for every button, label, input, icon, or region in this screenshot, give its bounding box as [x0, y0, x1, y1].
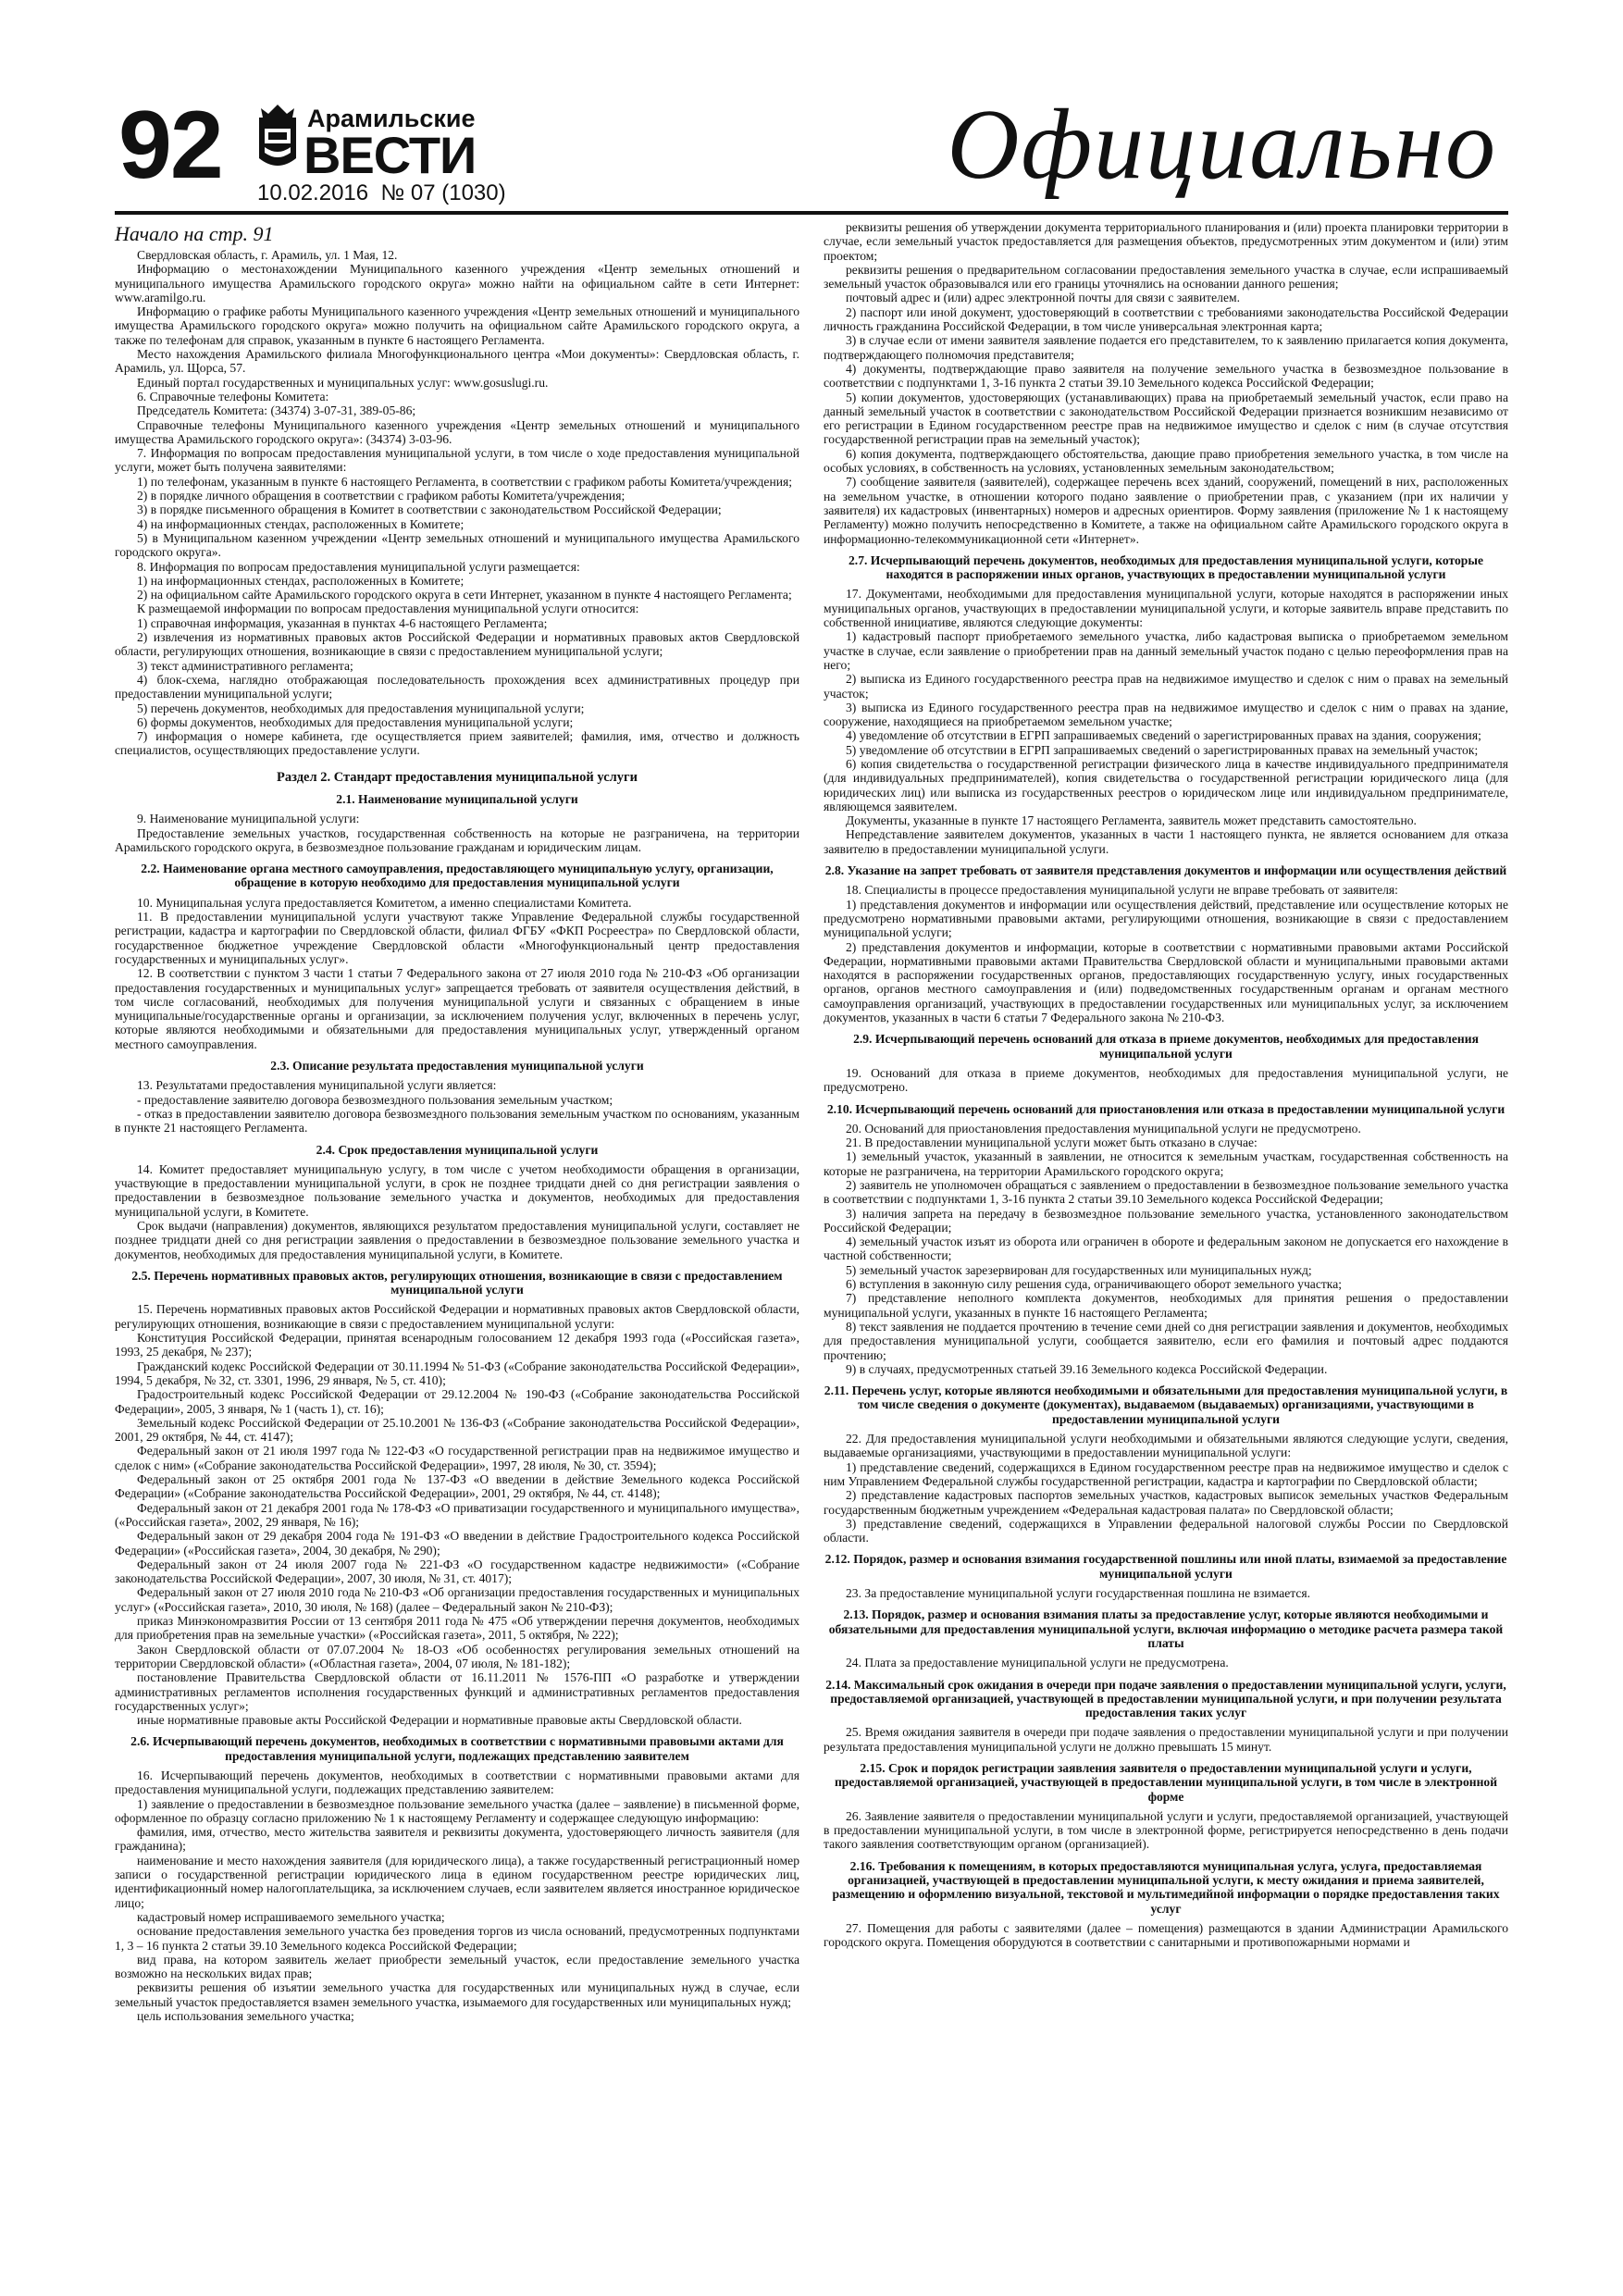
paragraph: вид права, на котором заявитель желает приобрести земельный участок, если предоставление земельного участка возможно на нескольких видах прав; — [115, 1952, 799, 1981]
paragraph: 6) вступления в законную силу решения суда, ограничивающего оборот земельного участка; — [846, 1277, 1343, 1292]
paragraph: кадастровый номер испрашиваемого земельного участка; — [137, 1909, 445, 1924]
paragraph: 7. Информация по вопросам предоставления муниципальной услуги, в том числе о ходе предоставления муниципальной услуги, может быть получена заявителями: — [115, 446, 799, 475]
subsection-heading: 2.10. Исчерпывающий перечень оснований для приостановления или отказа в предоставлении муниципальной услуги — [826, 1101, 1505, 1116]
paragraph: Информацию о графике работы Муниципального казенного учреждения «Центр земельных отношений и муниципального имущества Арамильского городского округа» можно получить на официальном сайте Арамильского городского округа, а также по телефонам для справок, указанным в пункте 6 настоящего Регламента. — [115, 304, 799, 347]
paragraph: постановление Правительства Свердловской области от 16.11.2011 № 1576-ПП «О разработке и утверждении административных регламентов исполнения государственных функций и административных регламентов предоставления государственных услуг»; — [115, 1670, 799, 1713]
paragraph: 6. Справочные телефоны Комитета: — [137, 389, 329, 403]
paragraph: 5) в Муниципальном казенном учреждении «Центр земельных отношений и муниципального имущества Арамильского городского округа». — [115, 530, 799, 560]
paragraph: Градостроительный кодекс Российской Федерации от 29.12.2004 № 190-ФЗ («Собрание законодательства Российской Федерации», 2005, 3 января, № 1 (часть 1), ст. 16); — [115, 1387, 799, 1416]
subsection-heading: 2.13. Порядок, размер и основания взимания платы за предоставление услуг, которые являются необходимыми и обязательными для предоставления муниципальной услуги, включая информацию о методике расчета размера такой платы — [828, 1607, 1504, 1650]
right-column — [824, 220, 1508, 1950]
paragraph: 2) паспорт или иной документ, удостоверяющий в соответствии с требованиями законодательства Российской Федерации личность гражданина Российской Федерации, в том числе универсальная электронная карта; — [824, 304, 1508, 334]
paragraph: 22. Для предоставления муниципальной услуги необходимыми и обязательными являются следующие услуги, сведения, выдаваемые организациями, участвующими в предоставлении муниципальной услуги: — [824, 1432, 1508, 1460]
paragraph: - предоставление заявителю договора безвозмездного пользования земельным участком; — [137, 1092, 613, 1107]
paragraph: 1) земельный участок, указанный в заявлении, не относится к земельным участкам, государственная собственность на которые не разграничена, на территории Арамильского городского округа; — [824, 1149, 1508, 1178]
paragraph: Место нахождения Арамильского филиала Многофункционального центра «Мои документы»: Свердловская область, г. Арамиль, ул. Щорса, 57. — [115, 347, 799, 376]
paragraph: 19. Оснований для отказа в приеме документов, необходимых для предоставления муниципальной услуги, не предусмотрено. — [824, 1065, 1508, 1095]
paragraph: 2) заявитель не уполномочен обращаться с заявлением о предоставлении в безвозмездное пользование земельного участка в соответствии с подпунктами 1, 3-16 пункта 2 статьи 39.10 Земельного кодекса Российской Федерации; — [824, 1178, 1508, 1207]
paragraph: 11. В предоставлении муниципальной услуги участвуют также Управление Федеральной службы государственной регистрации, кадастра и картографии по Свердловской области, филиал ФГБУ «ФКП Росреестра» по Свердловской области, государственное бюджетное учреждение Свердловской области «Многофункциональный центр предоставления государственных и муниципальных услуг». — [115, 910, 799, 966]
subsection-heading: 2.15. Срок и порядок регистрации заявления заявителя о предоставлении муниципальной услуги и услуги, предоставляемой организацией, участвующей в предоставлении муниципальной услуги, в том числе в электронной форме — [834, 1760, 1498, 1804]
paragraph: 25. Время ожидания заявителя в очереди при подаче заявления о предоставлении муниципальной услуги и при получении результата предоставления муниципальной услуги не должно превышать 15 минут. — [824, 1725, 1508, 1754]
paragraph: 6) формы документов, необходимых для предоставления муниципальной услуги; — [137, 714, 574, 729]
paragraph: 2) представление кадастровых паспортов земельных участков, кадастровых выписок земельных участков Федеральным государственным бюджетным учреждением «Федеральная кадастровая палата» по Свердловской области; — [824, 1488, 1508, 1517]
paragraph: 3) в случае если от имени заявителя заявление подается его представителем, то к заявлению прилагается копия документа, подтверждающего полномочия представителя; — [824, 333, 1508, 362]
paragraph: 16. Исчерпывающий перечень документов, необходимых в соответствии с нормативными правовыми актами для предоставления муниципальной услуги, подлежащих представлению заявителем: — [115, 1768, 799, 1797]
paragraph: 8. Информация по вопросам предоставления муниципальной услуги размещается: — [137, 559, 580, 574]
paragraph: 21. В предоставлении муниципальной услуги может быть отказано в случае: — [846, 1136, 1258, 1150]
paragraph: 4) на информационных стендах, расположенных в Комитете; — [137, 516, 465, 531]
newspaper-logo — [255, 101, 533, 193]
paragraph: 5) копии документов, удостоверяющих (устанавливающих) права на приобретаемый земельный участок, если право на данный земельный участок в соответствии с законодательством Российской Федерации признается возникшим независимо от его регистрации в Едином государственном реестре прав на недвижимое имущество и сделок с ним (в случае отсутствия государственной регистрации прав на земельный участок); — [824, 390, 1508, 447]
paragraph: 10. Муниципальная услуга предоставляется Комитетом, а именно специалистами Комитета. — [137, 895, 632, 910]
paragraph: 5) земельный участок зарезервирован для государственных или муниципальных нужд; — [846, 1262, 1312, 1277]
paragraph: - отказ в предоставлении заявителю договора безвозмездного пользования земельным участком по основаниям, указанным в пункте 21 настоящего Регламента. — [115, 1106, 799, 1136]
paragraph: 1) по телефонам, указанным в пункте 6 настоящего Регламента, в соответствии с графиком работы Комитета/учреждения; — [137, 474, 793, 489]
paragraph: Справочные телефоны Муниципального казенного учреждения «Центр земельных отношений и муниципального имущества Арамильского городского округа»: (34374) 3-03-96. — [115, 417, 799, 446]
paragraph: 1) представление сведений, содержащихся в Едином государственном реестре прав на недвижимое имущество и сделок с ним Управлением Федеральной службы государственной регистрации, кадастра и картографии по Свердловской области; — [824, 1459, 1508, 1488]
paragraph: 24. Плата за предоставление муниципальной услуги не предусмотрена. — [846, 1656, 1229, 1670]
left-column — [115, 220, 799, 2023]
paragraph: 1) представления документов и информации или осуществления действий, представление или осуществление которых не предусмотрено нормативными правовыми актами, регулирующими отношения, возникающие в связи с предоставлением муниципальной услуги; — [824, 897, 1508, 940]
section-heading: Раздел 2. Стандарт предоставления муниципальной услуги — [277, 769, 638, 785]
paragraph: 2) выписка из Единого государственного реестра прав на недвижимое имущество и сделок с ним о правах на земельный участок; — [824, 672, 1508, 701]
paragraph: приказ Минэкономразвития России от 13 сентября 2011 года № 475 «Об утверждении перечня документов, необходимых для приобретения прав на земельные участки» («Российская газета», 2011, 5 октября, № 222); — [115, 1614, 799, 1643]
subsection-heading: 2.2. Наименование органа местного самоуправления, предоставляющего муниципальную услугу, организации, обращение в которую необходимо для предоставления муниципальной услуги — [141, 862, 774, 890]
paragraph: 1) справочная информация, указанная в пунктах 4-6 настоящего Регламента; — [137, 615, 548, 630]
paragraph: 20. Оснований для приостановления предоставления муниципальной услуги не предусмотрено. — [846, 1121, 1361, 1136]
issue-number: № 07 (1030) — [380, 180, 506, 205]
paragraph: Закон Свердловской области от 07.07.2004 № 18-ОЗ «Об особенностях регулирования земельных отношений на территории Свердловской области» («Областная газета», 2004, 07 июля, № 181-182); — [115, 1642, 799, 1670]
paragraph: Федеральный закон от 27 июля 2010 года № 210-ФЗ «Об организации предоставления государственных и муниципальных услуг» («Российская газета», 2010, 30 июля, № 168) (далее – Федеральный закон № 210-ФЗ); — [115, 1585, 799, 1614]
subsection-heading: 2.16. Требования к помещениям, в которых предоставляются муниципальная услуга, услуга, предоставляемая организацией, участвующей в предоставлении муниципальной услуги, к месту ожидания и приема заявителей, размещению и оформлению визуальной, текстовой и мультимедийной информации о порядке предоставления таких услуг — [832, 1858, 1500, 1916]
paragraph: 2) представления документов и информации, которые в соответствии с нормативными правовыми актами Российской Федерации, нормативными правовыми актами Правительства Свердловской области и муниципальными правовыми актами находятся в распоряжении государственных органов, предоставляющих государственную услугу, иных государственных органов, органов местного самоуправления и (или) подведомственных государственным органам и органам местного самоуправления организаций, участвующих в предоставлении государственных или муниципальных услуг, за исключением документов, указанных в части 6 статьи 7 Федерального закона № 210-ФЗ. — [824, 939, 1508, 1025]
continuation-note: Начало на стр. 91 — [115, 222, 274, 245]
paragraph: 3) текст административного регламента; — [137, 658, 353, 673]
paragraph: 5) перечень документов, необходимых для предоставления муниципальной услуги; — [137, 701, 585, 715]
logo-line1: Арамильские — [307, 105, 476, 132]
paragraph: 12. В соответствии с пунктом 3 части 1 статьи 7 Федерального закона от 27 июля 2010 года № 210-ФЗ «Об организации предоставления государственных и муниципальных услуг» запрещается требовать от заявителя осуществления действий, в том числе согласований, необходимых для получения муниципальной услуги и связанных с обращением в иные муниципальные/государственные органы и организации, за исключением получения услуг, включенных в перечень услуг, которые являются необходимыми и обязательными для предоставления муниципальных услуг, утвержденный органом местного самоуправления. — [115, 966, 799, 1051]
paragraph: реквизиты решения об утверждении документа территориального планирования и (или) проекта планировки территории в случае, если земельный участок предоставляется для размещения объектов, предусмотренных этим документом и (или) этим проектом; — [824, 220, 1508, 263]
paragraph: 5) уведомление об отсутствии в ЕГРП запрашиваемых сведений о зарегистрированных правах на земельный участок; — [846, 742, 1479, 757]
paragraph: наименование и место нахождения заявителя (для юридического лица), а также государственный регистрационный номер записи о государственной регистрации юридического лица в едином государственном реестре юридических лиц, идентификационный номер налогоплательщика, за исключением случаев, если заявителем является иностранное юридическое лицо; — [115, 1853, 799, 1910]
section-title: Официально — [947, 90, 1497, 200]
paragraph: 1) на информационных стендах, расположенных в Комитете; — [137, 573, 465, 588]
paragraph: Свердловская область, г. Арамиль, ул. 1 Мая, 12. — [137, 248, 398, 262]
paragraph: почтовый адрес и (или) адрес электронной почты для связи с заявителем. — [846, 291, 1240, 305]
paragraph: Единый портал государственных и муниципальных услуг: www.gosuslugi.ru. — [137, 375, 549, 390]
masthead-rule — [115, 211, 1508, 215]
paragraph: 18. Специалисты в процессе предоставления муниципальной услуги не вправе требовать от заявителя: — [846, 883, 1398, 898]
paragraph: 3) наличия запрета на передачу в безвозмездное пользование земельного участка, установленного законодательством Российской Федерации; — [824, 1206, 1508, 1235]
paragraph: 2) извлечения из нормативных правовых актов Российской Федерации и нормативных правовых актов Свердловской области, регулирующих отношения, возникающие в связи с предоставлением муниципальной услуги; — [115, 630, 799, 659]
paragraph: 1) заявление о предоставлении в безвозмездное пользование земельного участка (далее – заявление) в письменной форме, оформленное по образцу согласно приложению № 1 к настоящему Регламенту и содержащее следующую информацию: — [115, 1796, 799, 1825]
paragraph: реквизиты решения о предварительном согласовании предоставления земельного участка в случае, если испрашиваемый земельный участок образовывался или его границы уточнялись на основании данного решения; — [824, 262, 1508, 292]
subsection-heading: 2.11. Перечень услуг, которые являются необходимыми и обязательными для предоставления муниципальной услуги, в том числе сведения о документе (документах), выдаваемом (выдаваемых) организациями, участвующими в предоставлении муниципальной услуги — [824, 1384, 1508, 1426]
paragraph: 15. Перечень нормативных правовых актов Российской Федерации и нормативных правовых актов Свердловской области, регулирующих отношения, возникающие в связи с предоставлением муниципальной услуги: — [115, 1302, 799, 1331]
page-number: 92 — [118, 92, 222, 199]
subsection-heading: 2.5. Перечень нормативных правовых актов, регулирующих отношения, возникающие в связи с предоставлением муниципальной услуги — [131, 1268, 783, 1297]
logo-line2: ВЕСТИ — [304, 126, 477, 184]
paragraph: 27. Помещения для работы с заявителями (далее – помещения) размещаются в здании Администрации Арамильского городского округа. Помещения оборудуются в соответствии с санитарными и противопожарными нормами и — [824, 1920, 1508, 1950]
paragraph: 4) документы, подтверждающие право заявителя на получение земельного участка в безвозмездное пользование в соответствии с подпунктами 1, 3-16 пункта 2 статьи 39.10 Земельного кодекса Российской Федерации; — [824, 361, 1508, 391]
paragraph: Федеральный закон от 29 декабря 2004 года № 191-ФЗ «О введении в действие Градостроительного кодекса Российской Федерации» («Российская газета», 2004, 30 декабря, № 290); — [115, 1529, 799, 1558]
paragraph: 1) кадастровый паспорт приобретаемого земельного участка, либо кадастровая выписка о приобретаемом земельном участке в случае, если заявление о приобретении прав на данный земельный участок подано с целью переоформления прав на него; — [824, 629, 1508, 672]
subsection-heading: 2.14. Максимальный срок ожидания в очереди при подаче заявления о предоставлении муниципальной услуги, услуги, предоставляемой организацией, участвующей в предоставлении муниципальной услуги, и при получении результата предоставления таких услуг — [825, 1677, 1506, 1720]
subsection-heading: 2.3. Описание результата предоставления муниципальной услуги — [270, 1059, 644, 1074]
paragraph: 7) представление неполного комплекта документов, необходимых для принятия решения о предоставлении муниципальной услуги, указанных в пункте 16 настоящего Регламента; — [824, 1291, 1508, 1320]
paragraph: 14. Комитет предоставляет муниципальную услугу, в том числе с учетом необходимости обращения в организации, участвующие в предоставлении муниципальной услуги, в срок не позднее тридцати дней со дня регистрации заявления о предоставлении в безвозмездное пользование земельного участка и документов, необходимых для предоставления муниципальной услуги, в Комитете. — [115, 1161, 799, 1219]
paragraph: Конституция Российской Федерации, принятая всенародным голосованием 12 декабря 1993 года («Российская газета», 1993, 25 декабря, № 237); — [115, 1331, 799, 1359]
paragraph: 26. Заявление заявителя о предоставлении муниципальной услуги и услуги, предоставляемой организацией, участвующей в предоставлении муниципальной услуги, в том числе в электронной форме, регистрируется непосредственно в день подачи такого заявления соответствующим органом (организацией). — [824, 1808, 1508, 1852]
subsection-heading: 2.4. Срок предоставления муниципальной услуги — [316, 1142, 599, 1157]
paragraph: 17. Документами, необходимыми для предоставления муниципальной услуги, которые находятся в распоряжении иных муниципальных органов, участвующих в предоставлении муниципальной услуги, и которые заявитель вправе представить по собственной инициативе, являются следующие документы: — [824, 587, 1508, 630]
paragraph: 13. Результатами предоставления муниципальной услуги является: — [137, 1078, 497, 1093]
paragraph: фамилия, имя, отчество, место жительства заявителя и реквизиты документа, удостоверяющего личность заявителя (для гражданина); — [115, 1825, 799, 1854]
paragraph: 9. Наименование муниципальной услуги: — [137, 812, 360, 826]
paragraph: 6) копия свидетельства о государственной регистрации физического лица в качестве индивидуального предпринимателя (для индивидуальных предпринимателей), копия свидетельства о государственной регистрации юридического лица (для юридических лиц) или выписка из государственных реестров о юридическом лице или индивидуальном предпринимателе, являющемся заявителем. — [824, 756, 1508, 813]
subsection-heading: 2.1. Наименование муниципальной услуги — [336, 791, 578, 806]
paragraph: Гражданский кодекс Российской Федерации от 30.11.1994 № 51-ФЗ («Собрание законодательства Российской Федерации», 1994, 5 декабря, № 32, ст. 3301, 1996, 29 января, № 5, ст. 410); — [115, 1359, 799, 1387]
paragraph: 4) земельный участок изъят из оборота или ограничен в обороте и федеральным законом не допускается его нахождение в частной собственности; — [824, 1235, 1508, 1263]
paragraph: Информацию о местонахождении Муниципального казенного учреждения «Центр земельных отношений и муниципального имущества Арамильского городского округа» можно найти на официальном сайте в сети Интернет: www.aramilgo.ru. — [115, 262, 799, 304]
paragraph: Документы, указанные в пункте 17 настоящего Регламента, заявитель может представить самостоятельно. — [846, 813, 1417, 828]
paragraph: основание предоставления земельного участка без проведения торгов из числа оснований, предусмотренных подпунктами 1, 3 – 16 пункта 2 статьи 39.10 Земельного кодекса Российской Федерации; — [115, 1924, 799, 1953]
paragraph: Срок выдачи (направления) документов, являющихся результатом предоставления муниципальной услуги, составляет не позднее тридцати дней со дня регистрации заявления о предоставлении в безвозмездное пользование земельного участка и документов, необходимых для предоставления муниципальной услуги, в Комитете. — [115, 1219, 799, 1261]
paragraph: Федеральный закон от 24 июля 2007 года № 221-ФЗ «О государственном кадастре недвижимости» («Собрание законодательства Российской Федерации», 2007, 30 июля, № 31, ст. 4017); — [115, 1557, 799, 1586]
city-emblem-icon — [259, 105, 296, 166]
paragraph: 3) выписка из Единого государственного реестра прав на недвижимое имущество и сделок с ним о правах на здание, сооружение, находящиеся на приобретаемом земельном участке; — [824, 700, 1508, 729]
paragraph: 3) в порядке письменного обращения в Комитет в соответствии с законодательством Российской Федерации; — [137, 503, 722, 517]
paragraph: К размещаемой информации по вопросам предоставления муниципальной услуги относится: — [137, 602, 639, 616]
issue-info — [257, 180, 506, 206]
paragraph: 3) представление сведений, содержащихся в Управлении федеральной налоговой службы России по Свердловской области. — [824, 1516, 1508, 1545]
paragraph: Федеральный закон от 21 декабря 2001 года № 178-ФЗ «О приватизации государственного и муниципального имущества», («Российская газета», 2002, 29 января, № 16); — [115, 1500, 799, 1529]
paragraph: иные нормативные правовые акты Российской Федерации и нормативные правовые акты Свердловской области. — [137, 1713, 742, 1728]
paragraph: 2) на официальном сайте Арамильского городского округа в сети Интернет, указанном в пункте 4 настоящего Регламента; — [137, 588, 792, 602]
subsection-heading: 2.8. Указание на запрет требовать от заявителя представления документов и информации или осуществления действий — [824, 863, 1507, 878]
paragraph: 2) в порядке личного обращения в соответствии с графиком работы Комитета/учреждения; — [137, 489, 626, 503]
issue-date: 10.02.2016 — [257, 180, 369, 205]
subsection-heading: 2.9. Исчерпывающий перечень оснований для отказа в приеме документов, необходимых для предоставления муниципальной услуги — [853, 1032, 1479, 1061]
paragraph: Непредставление заявителем документов, указанных в части 1 настоящего пункта, не является основанием для отказа заявителю в предоставлении муниципальной услуги. — [824, 827, 1508, 856]
paragraph: 8) текст заявления не поддается прочтению в течение семи дней со дня регистрации заявления и документов, необходимых для предоставления муниципальной услуги, сообщается заявителю, если его фамилия и почтовый адрес поддаются прочтению; — [824, 1319, 1508, 1362]
paragraph: Федеральный закон от 25 октября 2001 года № 137-ФЗ «О введении в действие Земельного кодекса Российской Федерации» («Собрание законодательства Российской Федерации», 2001, 29 октября, № 44, ст. 4148); — [115, 1472, 799, 1501]
masthead — [118, 90, 1506, 208]
paragraph: Председатель Комитета: (34374) 3-07-31, 389-05-86; — [137, 403, 416, 418]
paragraph: цель использования земельного участка; — [137, 2009, 354, 2024]
subsection-heading: 2.12. Порядок, размер и основания взимания государственной пошлины или иной платы, взимаемой за предоставление муниципальной услуги — [824, 1552, 1507, 1581]
paragraph: реквизиты решения об изъятии земельного участка для государственных или муниципальных нужд в случае, если земельный участок предоставляется взамен земельного участка, изымаемого для государственных или муниципальных нужд; — [115, 1980, 799, 2009]
paragraph: 23. За предоставление муниципальной услуги государственная пошлина не взимается. — [846, 1586, 1311, 1601]
subsection-heading: 2.6. Исчерпывающий перечень документов, необходимых в соответствии с нормативными правовыми актами для предоставления муниципальной услуги, подлежащих представлению заявителем — [130, 1734, 784, 1763]
paragraph: Земельный кодекс Российской Федерации от 25.10.2001 № 136-ФЗ («Собрание законодательства Российской Федерации», 2001, 29 октября, № 44, ст. 4147); — [115, 1415, 799, 1445]
paragraph: 4) уведомление об отсутствии в ЕГРП запрашиваемых сведений о зарегистрированных правах на здания, сооружения; — [846, 728, 1481, 743]
paragraph: 7) сообщение заявителя (заявителей), содержащее перечень всех зданий, сооружений, помещений в них, расположенных на земельном участке, в отношении которого подано заявление о приобретении прав, с указанием (при их наличии у заявителя) их кадастровых (инвентарных) номеров и адресных ориентиров. Форму заявления (приложение № 1 к настоящему Регламенту) можно получить непосредственно в Комитете, а также на официальном сайте Арамильского городского округа в информационно-телекоммуникационной сети «Интернет». — [824, 475, 1508, 546]
paragraph: Федеральный закон от 21 июля 1997 года № 122-ФЗ «О государственной регистрации прав на недвижимое имущество и сделок с ним» («Собрание законодательства Российской Федерации», 1997, 28 июля, № 30, ст. 3594); — [115, 1444, 799, 1472]
paragraph: 7) информация о номере кабинета, где осуществляется прием заявителей; фамилия, имя, отчество и должность специалистов, осуществляющих предоставление услуги. — [115, 729, 799, 758]
paragraph: Предоставление земельных участков, государственная собственность на которые не разграничена, на территории Арамильского городского округа, в безвозмездное пользование гражданам и юридическим лицам. — [115, 825, 799, 854]
paragraph: 6) копия документа, подтверждающего обстоятельства, дающие право приобретения земельного участка, в том числе на особых условиях, в собственность на условиях, установленных земельным законодательством; — [824, 446, 1508, 476]
paragraph: 4) блок-схема, наглядно отображающая последовательность прохождения всех административных процедур при предоставлении муниципальной услуги; — [115, 672, 799, 701]
paragraph: 9) в случаях, предусмотренных статьей 39.16 Земельного кодекса Российской Федерации. — [846, 1361, 1328, 1376]
subsection-heading: 2.7. Исчерпывающий перечень документов, необходимых для предоставления муниципальной услуги, которые находятся в распоряжении иных органов, участвующих в предоставлении муниципальной услуги — [849, 552, 1483, 582]
